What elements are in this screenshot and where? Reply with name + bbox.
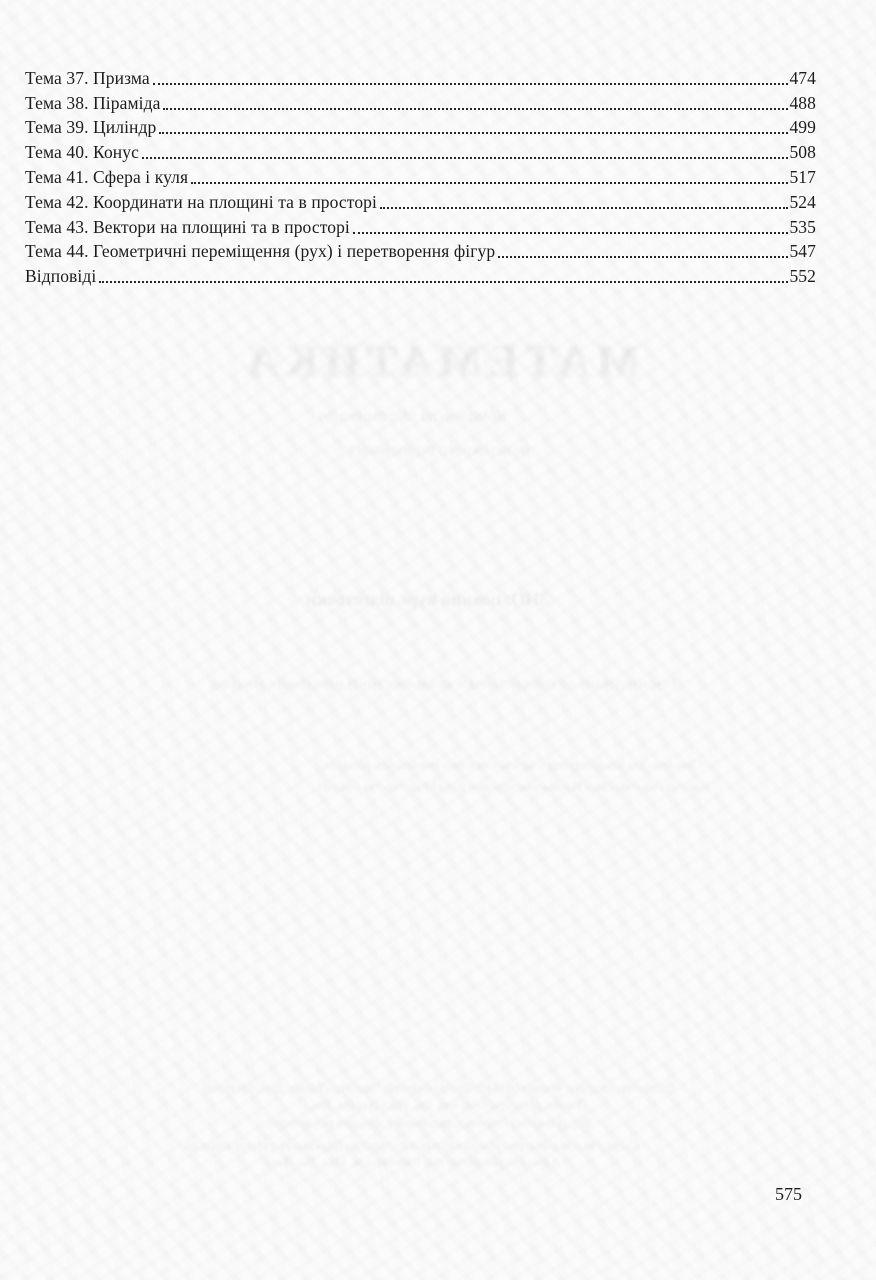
toc-entry-label: Тема 44. Геометричні переміщення (рух) і перетворення фігур (25, 241, 496, 262)
toc-entry (25, 213, 816, 238)
toc-entry-page: 474 (789, 67, 816, 88)
page-number: 575 (775, 1184, 802, 1204)
ghost-line-showthrough: Віддруковано з готових діапозитивів у друкарні видавництва. (263, 1116, 593, 1130)
toc-leader-dots (159, 132, 788, 134)
toc-entry-label: Тема 43. Вектори на площині та в просторі (25, 216, 350, 237)
toc-entry (25, 64, 816, 89)
toc-entry-page: 535 (789, 216, 816, 237)
toc-leader-dots (163, 108, 788, 110)
toc-entry-page: 517 (789, 166, 816, 187)
toc-leader-dots (153, 83, 789, 85)
table-of-contents (25, 64, 816, 287)
toc-entry (25, 163, 816, 188)
toc-entry (25, 188, 816, 213)
toc-entry-page: 499 (789, 117, 816, 138)
toc-entry-page: 552 (789, 266, 816, 287)
toc-entry-label: Відповіді (25, 266, 97, 287)
ghost-line-showthrough: Рекомендовано до використання в загальноосвітніх навчальних закладах (210, 676, 676, 692)
ghost-line-showthrough: незалежного оцінювання (348, 440, 531, 459)
toc-entry-label: Тема 39. Циліндр (25, 117, 157, 138)
toc-entry-page: 508 (789, 142, 816, 163)
toc-entry-page: 488 (789, 92, 816, 113)
toc-entry (25, 262, 816, 287)
ghost-line-showthrough: комісією з математики Науково-методичної ради Міністерства освіти (325, 779, 709, 794)
toc-entry-label: Тема 38. Піраміда (25, 92, 161, 113)
toc-entry-label: Тема 41. Сфера і куля (25, 166, 189, 187)
toc-entry-page: 547 (789, 241, 816, 262)
toc-entry (25, 89, 816, 114)
ghost-line-showthrough: Підписано до друку. Формат 60×84/8. Папір офсетний. Гарнітура Таймс. Друк офсетний. (200, 1081, 675, 1095)
toc-leader-dots (99, 281, 788, 283)
toc-leader-dots (380, 207, 788, 209)
ghost-line-showthrough: Комплексна підготовка до (318, 406, 507, 425)
ghost-line-showthrough: ЗНО: повний курс підготовки (306, 589, 549, 609)
toc-leader-dots (191, 182, 788, 184)
toc-leader-dots (353, 232, 789, 234)
toc-entry-label: Тема 42. Координати на площині та в просторі (25, 191, 377, 212)
toc-leader-dots (498, 256, 788, 258)
toc-entry-label: Тема 37. Призма (25, 67, 150, 88)
ghost-line-showthrough: Схвалено для використання у загальноосвітніх навчальних закладах (323, 757, 703, 772)
toc-entry-label: Тема 40. Конус (25, 142, 139, 163)
ghost-line-showthrough: Адреса видавництва: вул. Шевченка, м. Київ. Тел./факс. (262, 1155, 560, 1169)
toc-entry (25, 238, 816, 263)
ghost-line-showthrough: Умовн. друк. арк. Обл.-вид. арк. Наклад прим. Зам. (309, 1098, 583, 1112)
ghost-title-showthrough: МАТЕМАТИКА (240, 335, 640, 386)
toc-entry (25, 114, 816, 139)
ghost-line-showthrough: Свідоцтво про внесення суб'єкта видавничої справи до Державного реєстру видавців. (181, 1139, 639, 1153)
toc-entry-page: 524 (789, 191, 816, 212)
toc-entry (25, 138, 816, 163)
toc-leader-dots (142, 157, 788, 159)
